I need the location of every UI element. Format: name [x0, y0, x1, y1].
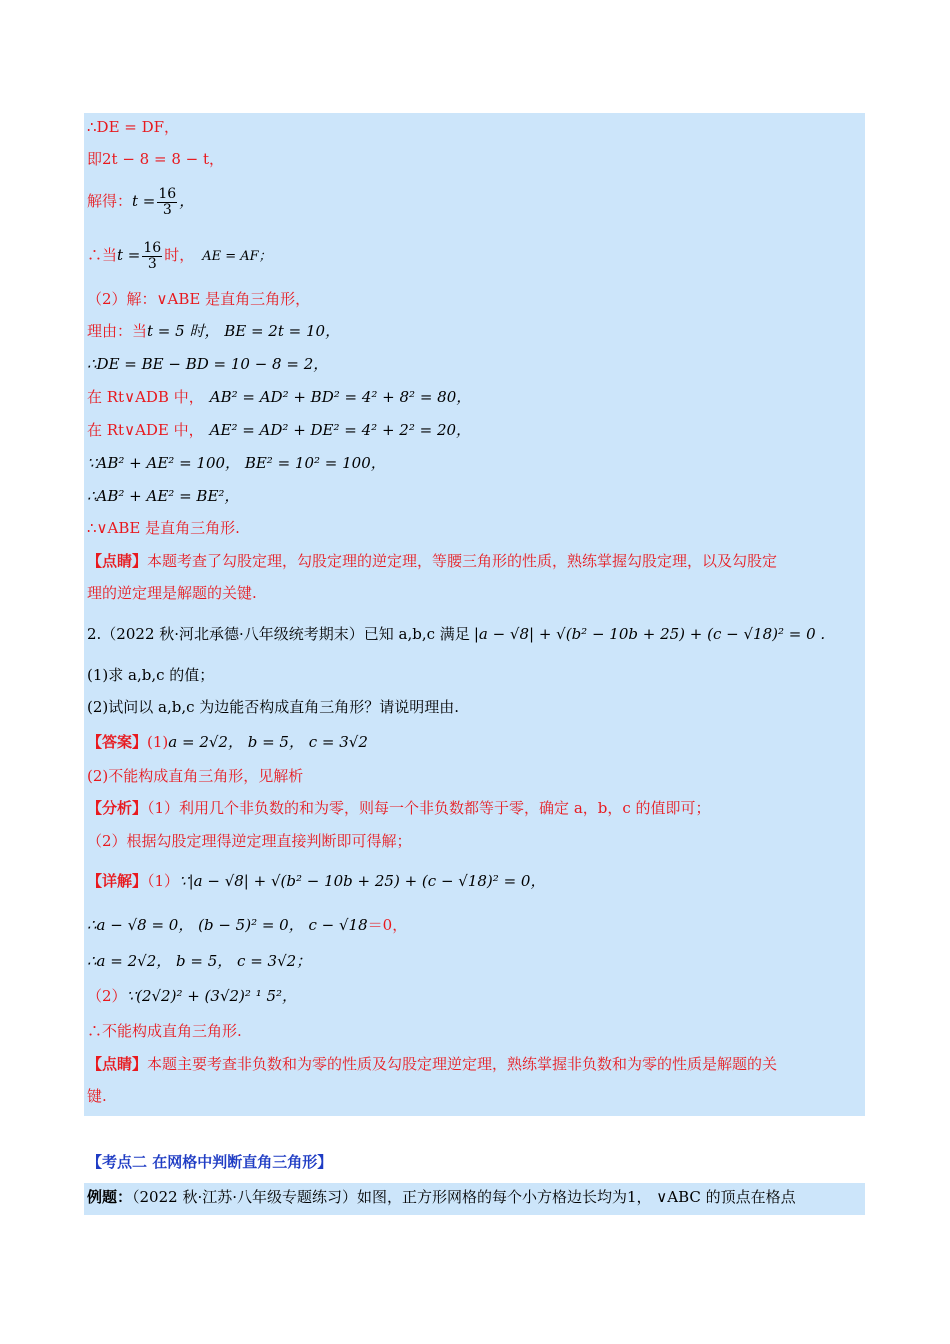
line-10 [87, 453, 386, 473]
math-text: t = [117, 246, 141, 264]
line-text: ∴当 [87, 246, 118, 264]
line-17 [87, 697, 459, 717]
fraction [157, 187, 177, 218]
line-text: ＝0， [367, 916, 408, 934]
line-text: 键. [87, 1087, 107, 1105]
line-text: (1) [147, 733, 169, 751]
section-tag: 【点睛】 [87, 552, 148, 570]
line-text: 在 Rt∨ADE 中， [87, 421, 204, 439]
line-16 [87, 665, 214, 685]
line-21 [87, 831, 412, 851]
line-text: 理由：当 [87, 322, 148, 340]
math-text: ∴DE = BE − BD = 10 − 8 = 2， [87, 355, 329, 373]
line-9 [87, 420, 471, 440]
line-4 [87, 237, 272, 275]
math-text: ， [179, 192, 195, 210]
line-19 [87, 766, 303, 786]
section-tag: 【点睛】 [87, 1055, 148, 1073]
line-text: (1)求 a,b,c 的值； [87, 666, 215, 684]
line-28 [87, 1086, 107, 1106]
line-text: 2.（2022 秋·河北承德·八年级统考期末）已知 a,b,c 满足 [87, 625, 470, 643]
line-23 [87, 915, 407, 935]
line-text: （2）解：∨ABE 是直角三角形， [87, 290, 311, 308]
line-11 [87, 486, 239, 506]
section-heading [87, 1152, 332, 1172]
line-3 [87, 183, 194, 219]
line-14 [87, 583, 257, 603]
line-26 [87, 1021, 242, 1041]
line-text: 即2t − 8 = 8 − t， [87, 150, 224, 168]
line-text: （2） [87, 987, 127, 1005]
fraction-denominator: 3 [162, 201, 172, 218]
line-15 [87, 624, 825, 644]
math-text: AB² = AD² + BD² = 4² + 8² = 80， [209, 388, 472, 406]
line-1 [87, 117, 179, 137]
fraction-numerator: 16 [158, 185, 177, 202]
math-text: |a − √8| + √(b² − 10b + 25) + (c − √18)² = 0 . [473, 625, 826, 643]
line-text: 在 Rt∨ADB 中， [87, 388, 204, 406]
math-text: t = 5 时， BE = 2t = 10， [147, 322, 341, 340]
line-27 [87, 1054, 777, 1074]
math-text: AE = AF； [202, 249, 272, 264]
line-text: 本题主要考查非负数和为零的性质及勾股定理逆定理，熟练掌握非负数和为零的性质是解题的关 [147, 1055, 778, 1073]
line-6 [87, 321, 340, 341]
line-text: (2)不能构成直角三角形，见解析 [87, 767, 304, 785]
line-text: ∴不能构成直角三角形. [87, 1022, 242, 1040]
line-text: ∴DE = DF， [87, 118, 180, 136]
math-text: ∴a − √8 = 0， (b − 5)² = 0， c − √18 [87, 916, 368, 934]
fraction-numerator: 16 [143, 239, 162, 256]
math-text: ∴AB² + AE² = BE²， [87, 487, 240, 505]
math-text: t = [132, 192, 156, 210]
line-13 [87, 551, 777, 571]
math-text: ∵|a − √8| + √(b² − 10b + 25) + (c − √18)² = 0， [179, 872, 546, 890]
line-text: （1）利用几个非负数的和为零，则每一个非负数都等于零，确定 a，b，c 的值即可； [147, 799, 711, 817]
fraction-denominator: 3 [147, 255, 157, 272]
line-5 [87, 289, 310, 309]
line-8 [87, 387, 471, 407]
section-tag: 【答案】 [87, 733, 148, 751]
line-18 [87, 732, 368, 752]
line-text: (2)试问以 a,b,c 为边能否构成直角三角形？请说明理由. [87, 698, 460, 716]
section-tag: 【分析】 [87, 799, 148, 817]
math-text: a = 2√2， b = 5， c = 3√2 [168, 733, 368, 751]
line-25 [87, 986, 297, 1006]
line-7 [87, 354, 328, 374]
fraction [142, 241, 162, 272]
section-tag: 【详解】 [87, 872, 148, 890]
line-24 [87, 951, 311, 971]
line-text: 解得： [87, 192, 133, 210]
line-2 [87, 149, 224, 169]
line-text: 时， [164, 246, 195, 264]
math-text: ∵AB² + AE² = 100， BE² = 10² = 100， [87, 454, 386, 472]
math-text: ∴a = 2√2， b = 5， c = 3√2； [87, 952, 312, 970]
heading-text: 【考点二 在网格中判断直角三角形】 [87, 1153, 333, 1171]
line-text: 本题考查了勾股定理，勾股定理的逆定理，等腰三角形的性质，熟练掌握勾股定理，以及勾股定 [147, 552, 778, 570]
example-tag: 例题： [87, 1188, 133, 1206]
line-text: （1） [147, 872, 180, 890]
math-text: AE² = AD² + DE² = 4² + 2² = 20， [209, 421, 472, 439]
line-text: （2022 秋·江苏·八年级专题练习）如图，正方形网格的每个小方格边长均为1， ∨ABC 的顶点在格点 [132, 1188, 796, 1206]
line-text: （2）根据勾股定理得逆定理直接判断即可得解； [87, 832, 412, 850]
line-12 [87, 518, 240, 538]
math-text: ∵(2√2)² + (3√2)² ¹ 5²， [126, 987, 298, 1005]
line-20 [87, 798, 711, 818]
line-text: 理的逆定理是解题的关键. [87, 584, 257, 602]
example-line [87, 1187, 796, 1207]
line-text: ∴∨ABE 是直角三角形. [87, 519, 240, 537]
line-22 [87, 871, 545, 891]
